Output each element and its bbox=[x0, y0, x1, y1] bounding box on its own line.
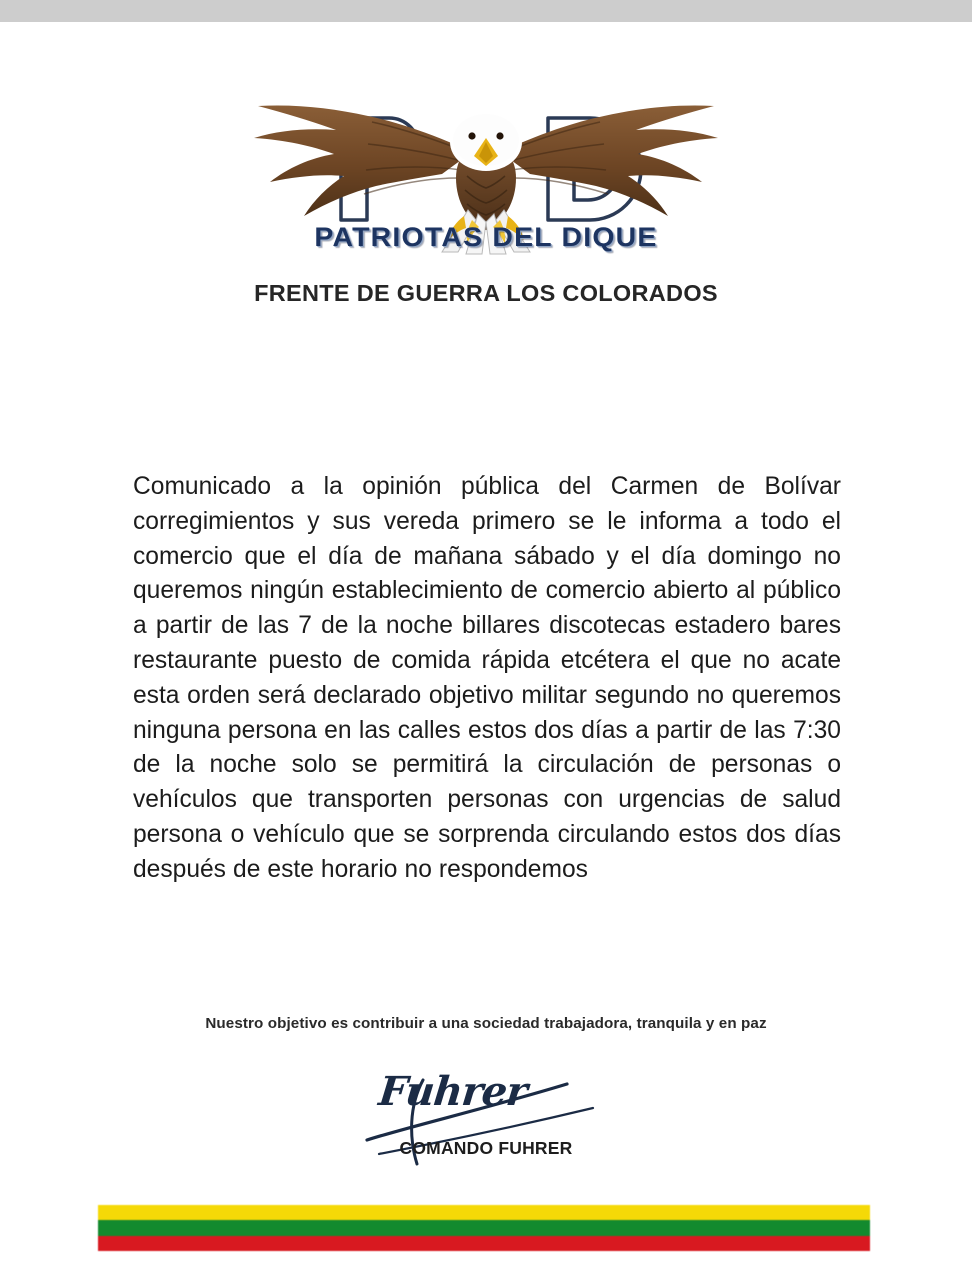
eagle-head bbox=[450, 113, 522, 171]
front-title: FRENTE DE GUERRA LOS COLORADOS bbox=[254, 280, 718, 306]
signature-wrap bbox=[361, 1068, 611, 1168]
header-logo-block bbox=[0, 80, 972, 255]
communique-body-text: Comunicado a la opinión pública del Carmen de Bolívar corregimientos y sus vereda primero se le informa a todo el comercio que el día de mañana sábado y el día domingo no queremos ningún establecimiento de comercio abierto al público a partir de las 7 de la noche billares discotecas estadero bares restaurante puesto de comida rápida etcétera el que no acate esta orden será declarado objetivo militar segundo no queremos ninguna persona en las calles estos dos días a partir de las 7:30 de la noche solo se permitirá la circulación de personas o vehículos que transporten personas con urgencias de salud persona o vehículo que se sorprenda circulando estos dos días después de este horario no respondemos bbox=[133, 473, 841, 883]
signature-name: Fuhrer bbox=[376, 1068, 529, 1115]
eagle-emblem-icon bbox=[236, 80, 736, 255]
top-gray-band bbox=[0, 0, 972, 22]
command-label: COMANDO FUHRER bbox=[399, 1138, 573, 1158]
red-stripe bbox=[98, 1236, 870, 1251]
signature-block bbox=[0, 1068, 972, 1168]
footer-slogan: Nuestro objetivo es contribuir a una sociedad trabajadora, tranquila y en paz bbox=[205, 1015, 767, 1032]
flag-color-bar bbox=[98, 1205, 870, 1251]
organization-name: PATRIOTAS DEL DIQUE bbox=[314, 222, 658, 252]
document-page bbox=[0, 22, 972, 1280]
yellow-stripe bbox=[98, 1205, 870, 1220]
green-stripe bbox=[98, 1220, 870, 1236]
